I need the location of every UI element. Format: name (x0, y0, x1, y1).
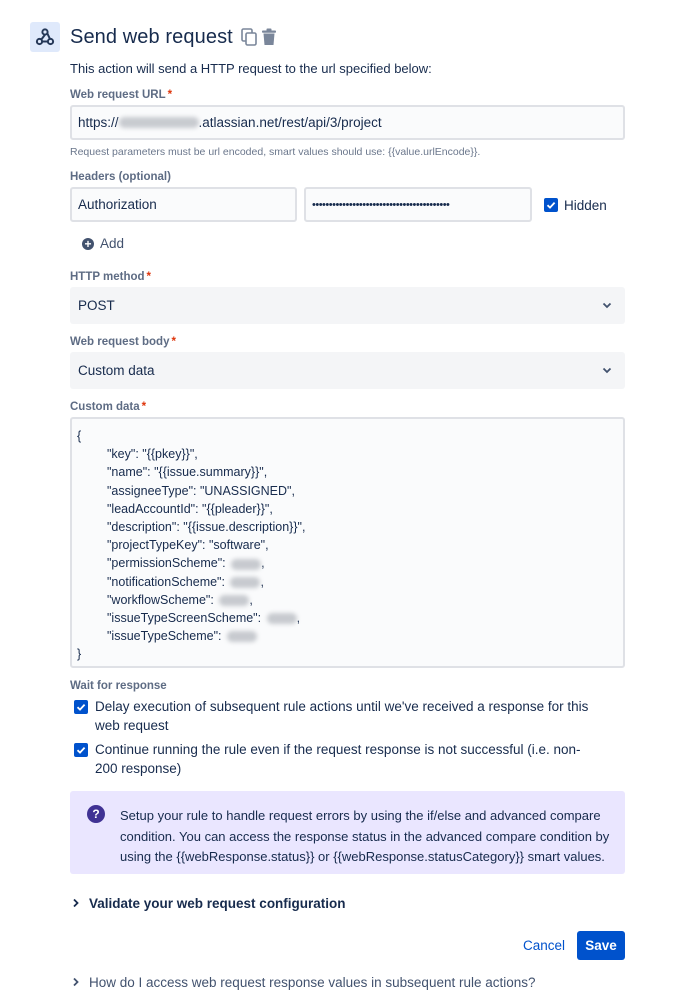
code-line: "leadAccountId": "{{pleader}}", (107, 501, 273, 516)
custom-data-label: Custom data * (70, 401, 147, 413)
code-line: "projectTypeKey": "software", (107, 538, 269, 553)
question-icon: ? (87, 805, 105, 823)
validate-expander[interactable]: Validate your web request configuration (72, 896, 346, 911)
code-line: "notificationScheme": , (107, 574, 264, 589)
code-line: "issueTypeScheme": (77, 627, 618, 645)
custom-data-textarea[interactable] (70, 417, 625, 668)
check-icon (76, 702, 86, 712)
code-line: "description": "{{issue.description}}", (107, 519, 306, 534)
save-button[interactable]: Save (577, 931, 625, 960)
code-line: "workflowScheme": , (107, 592, 253, 607)
trash-icon[interactable] (261, 28, 277, 46)
info-panel (70, 791, 625, 874)
chevron-down-icon (601, 299, 613, 314)
http-method-select[interactable]: POST (70, 287, 625, 324)
code-line: "name": "{{issue.summary}}", (107, 465, 268, 480)
code-line: { (77, 429, 82, 443)
body-type-label: Web request body * (70, 336, 176, 348)
url-prefix: https:// (78, 115, 119, 130)
chevron-down-icon (601, 364, 613, 379)
header-value-input[interactable]: ••••••••••••••••••••••••••••••••••••••••• (304, 187, 532, 222)
code-line: "assigneeType": "UNASSIGNED", (107, 483, 295, 498)
url-label: Web request URL * (70, 89, 173, 101)
header-name-input[interactable]: Authorization (70, 187, 297, 222)
code-line: "permissionScheme": , (107, 556, 265, 571)
chevron-right-icon (72, 976, 80, 990)
action-header (30, 22, 277, 52)
redacted-value (267, 613, 297, 624)
url-suffix: .atlassian.net/rest/api/3/project (198, 115, 382, 130)
url-input[interactable] (70, 105, 625, 140)
redacted-value (219, 595, 249, 606)
hidden-label: Hidden (564, 198, 607, 213)
delay-execution-label: Delay execution of subsequent rule actions until we've received a response for this web request (95, 699, 589, 733)
check-icon (76, 745, 86, 755)
hidden-checkbox[interactable] (544, 198, 558, 212)
faq-expander[interactable]: How do I access web request response values in subsequent rule actions? (72, 975, 536, 990)
delay-execution-checkbox[interactable] (74, 700, 88, 714)
add-header-button[interactable]: + Add (82, 236, 124, 251)
wait-for-response-label: Wait for response (70, 680, 167, 692)
cancel-button[interactable]: Cancel (516, 931, 572, 960)
plus-circle-icon: + (82, 238, 94, 250)
code-line: } (77, 647, 82, 662)
redacted-subdomain (119, 117, 199, 128)
headers-label: Headers (optional) (70, 171, 171, 183)
http-method-label: HTTP method * (70, 271, 152, 283)
action-title: Send web request (70, 25, 233, 48)
check-icon (546, 200, 556, 210)
copy-icon[interactable] (241, 28, 257, 46)
url-helper-text: Request parameters must be url encoded, smart values should use: {{value.urlEncode}}. (70, 146, 481, 158)
body-type-select[interactable]: Custom data (70, 352, 625, 389)
code-line: "key": "{{pkey}}", (107, 447, 198, 462)
redacted-value (231, 559, 261, 570)
chevron-right-icon (72, 897, 80, 911)
continue-running-checkbox[interactable] (74, 743, 88, 757)
code-line: "issueTypeScreenScheme": , (107, 610, 301, 625)
info-text: Setup your rule to handle request errors by using the if/else and advanced compare condition. You can access the response status in the advanced compare condition by using the {{webResponse.status}} or {{webResponse.statusCategory}} smart values. (120, 808, 610, 864)
redacted-value (227, 631, 257, 642)
action-description: This action will send a HTTP request to the url specified below: (70, 61, 432, 76)
continue-running-label: Continue running the rule even if the request response is not successful (i.e. non-200 response) (95, 742, 581, 776)
webhook-icon (30, 22, 60, 52)
redacted-value (230, 577, 260, 588)
